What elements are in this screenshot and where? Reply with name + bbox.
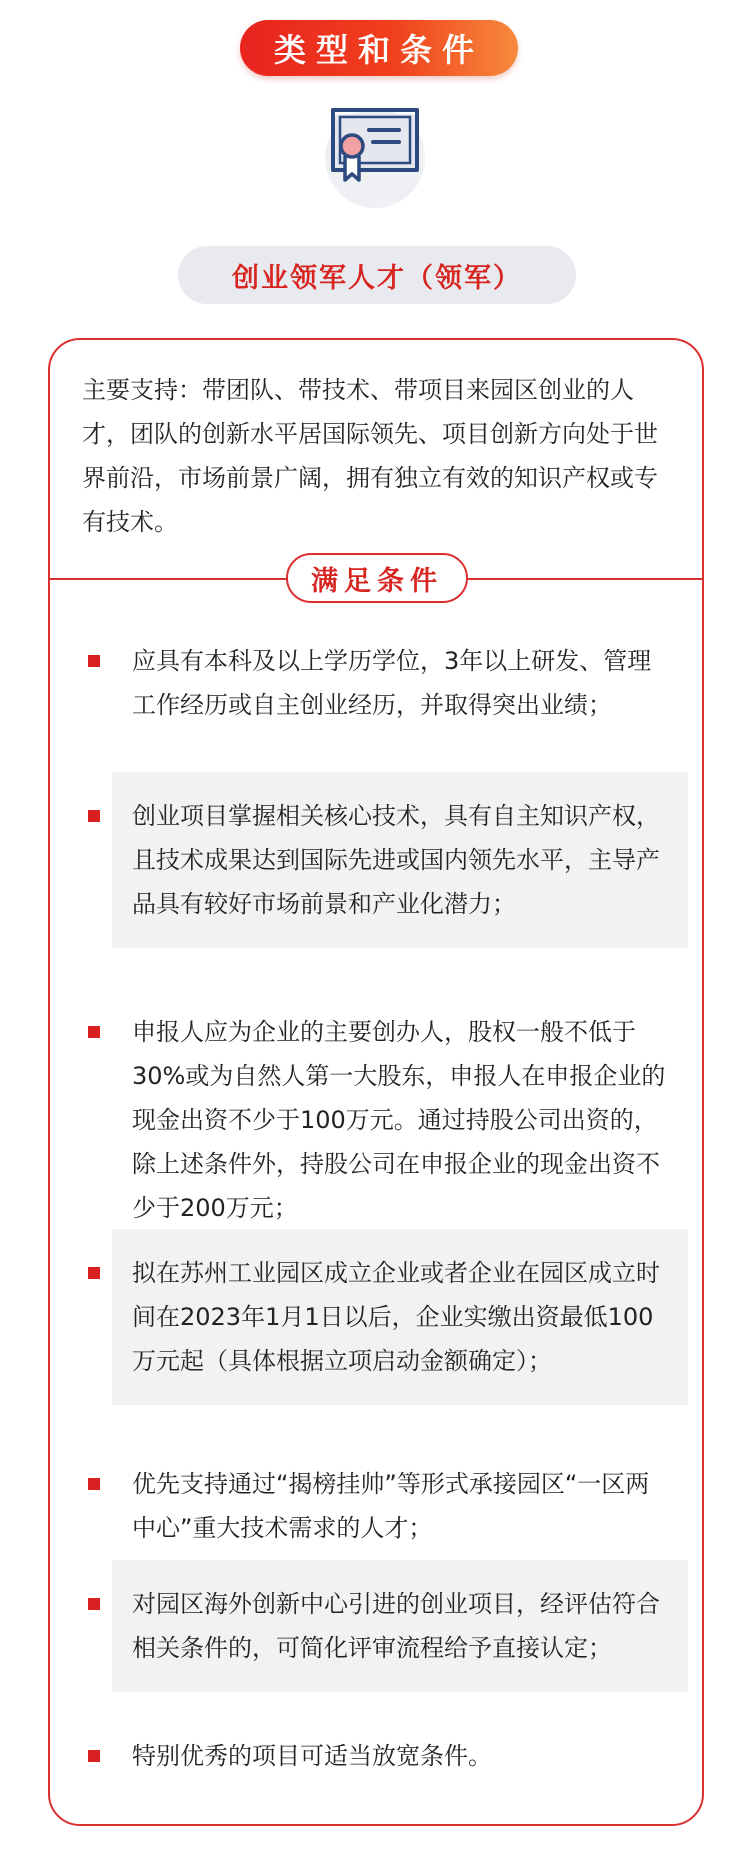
condition-text: 对园区海外创新中心引进的创业项目，经评估符合相关条件的，可简化评审流程给予直接认定；: [132, 1590, 660, 1662]
condition-text: 创业项目掌握相关核心技术，具有自主知识产权，且技术成果达到国际先进或国内领先水平，主导产品具有较好市场前景和产业化潜力；: [132, 802, 660, 918]
bullet-icon: [88, 1267, 100, 1279]
category-title: 创业领军人才（领军）: [178, 246, 576, 304]
main-support-text: 主要支持：带团队、带技术、带项目来园区创业的人才，团队的创新水平居国际领先、项目创新方向处于世界前沿，市场前景广阔，拥有独立有效的知识产权或专有技术。: [82, 376, 658, 536]
conditions-title: 满足条件: [286, 553, 468, 603]
condition-item: [112, 1229, 688, 1405]
condition-text: 申报人应为企业的主要创办人，股权一般不低于30%或为自然人第一大股东，申报人在申报企业的现金出资不少于100万元。通过持股公司出资的，除上述条件外，持股公司在申报企业的现金出资不少于200万元；: [132, 1018, 666, 1222]
certificate-icon: [325, 108, 425, 208]
section-title: 类型和条件: [240, 20, 518, 76]
bullet-icon: [88, 1478, 100, 1490]
condition-text: 特别优秀的项目可适当放宽条件。: [132, 1742, 492, 1770]
bullet-icon: [88, 1598, 100, 1610]
bullet-icon: [88, 655, 100, 667]
bullet-icon: [88, 810, 100, 822]
condition-item: [112, 1712, 688, 1800]
condition-text: 应具有本科及以上学历学位，3年以上研发、管理工作经历或自主创业经历，并取得突出业绩；: [132, 647, 652, 719]
condition-item: [112, 617, 688, 749]
bullet-icon: [88, 1750, 100, 1762]
condition-item: [112, 1560, 688, 1692]
condition-text: 优先支持通过“揭榜挂帅”等形式承接园区“一区两中心”重大技术需求的人才；: [132, 1470, 650, 1542]
condition-item: [112, 1440, 688, 1572]
condition-text: 拟在苏州工业园区成立企业或者企业在园区成立时间在2023年1月1日以后，企业实缴出资最低100万元起（具体根据立项启动金额确定）；: [132, 1259, 660, 1375]
condition-item: [112, 988, 688, 1252]
condition-item: [112, 772, 688, 948]
bullet-icon: [88, 1026, 100, 1038]
